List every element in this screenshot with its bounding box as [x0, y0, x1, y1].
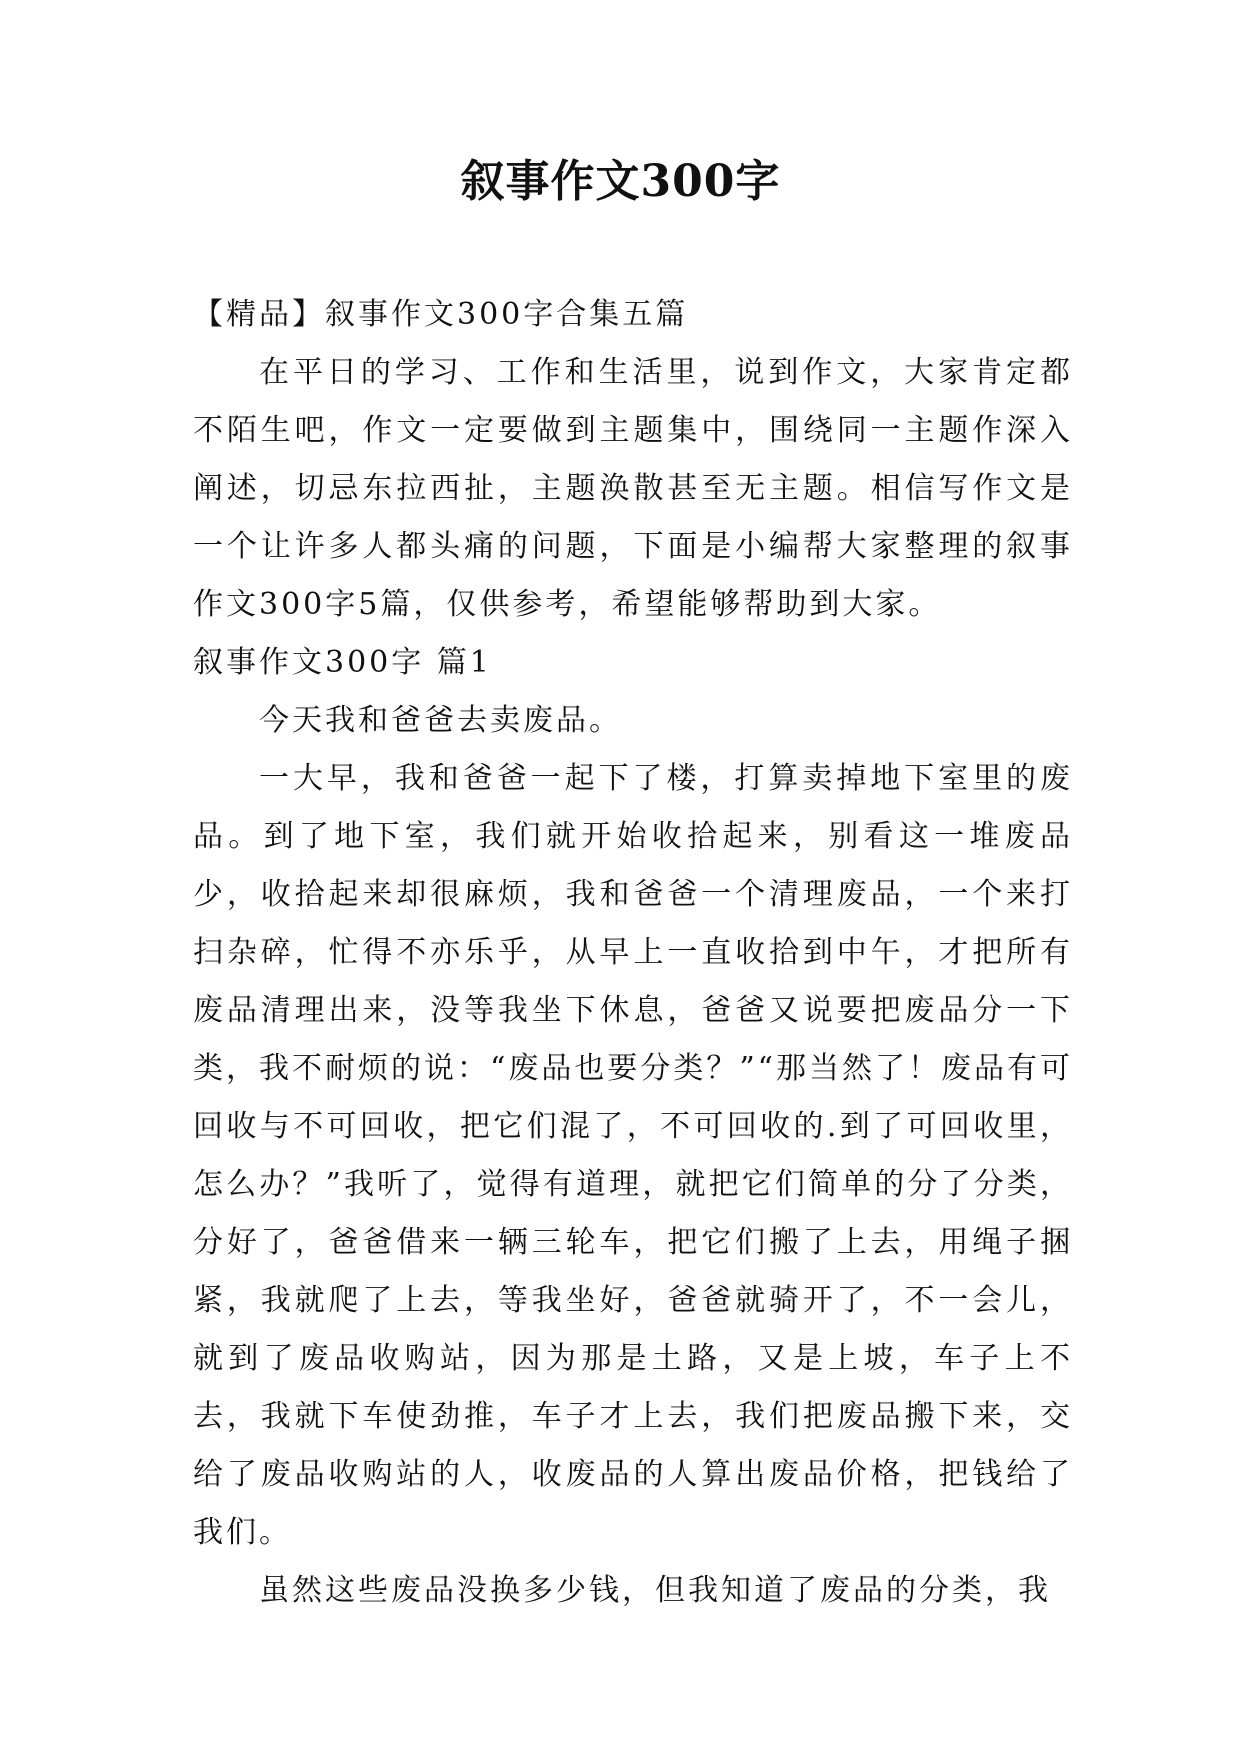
body-paragraph: 今天我和爸爸去卖废品。 [259, 703, 622, 738]
body-paragraph: 一大早，我和爸爸一起下了楼，打算卖掉地下室里的废品。到了地下室，我们就开始收拾起来，别看这一堆废品少，收拾起来却很麻烦，我和爸爸一个清理废品，一个来打扫杂碎，忙得不亦乐乎，从早上一直收拾到中午，才把所有废品清理出来，没等我坐下休息，爸爸又说要把废品分一下类，我不耐烦的说：“废品也要分类？”“那当然了！废品有可回收与不可回收，把它们混了，不可回收的.到了可回收里，怎么办？”我听了，觉得有道理，就把它们简单的分了分类，分好了，爸爸借来一辆三轮车，把它们搬了上去，用绳子捆紧，我就爬了上去，等我坐好，爸爸就骑开了，不一会儿，就到了废品收购站，因为那是土路，又是上坡，车子上不去，我就下车使劲推，车子才上去，我们把废品搬下来，交给了废品收购站的人，收废品的人算出废品价格，把钱给了我们。 [193, 761, 1074, 1550]
document-body [193, 286, 1073, 1620]
document-subtitle: 【精品】叙事作文300字合集五篇 [193, 297, 689, 332]
intro-paragraph: 在平日的学习、工作和生活里，说到作文，大家肯定都不陌生吧，作文一定要做到主题集中，围绕同一主题作深入阐述，切忌东拉西扯，主题涣散甚至无主题。相信写作文是一个让许多人都头痛的问题，下面是小编帮大家整理的叙事作文300字5篇，仅供参考，希望能够帮助到大家。 [193, 355, 1073, 622]
document-title: 叙事作文300字 [460, 156, 781, 207]
section-heading: 叙事作文300字 篇1 [193, 645, 492, 680]
body-paragraph: 虽然这些废品没换多少钱，但我知道了废品的分类，我 [259, 1573, 1051, 1608]
